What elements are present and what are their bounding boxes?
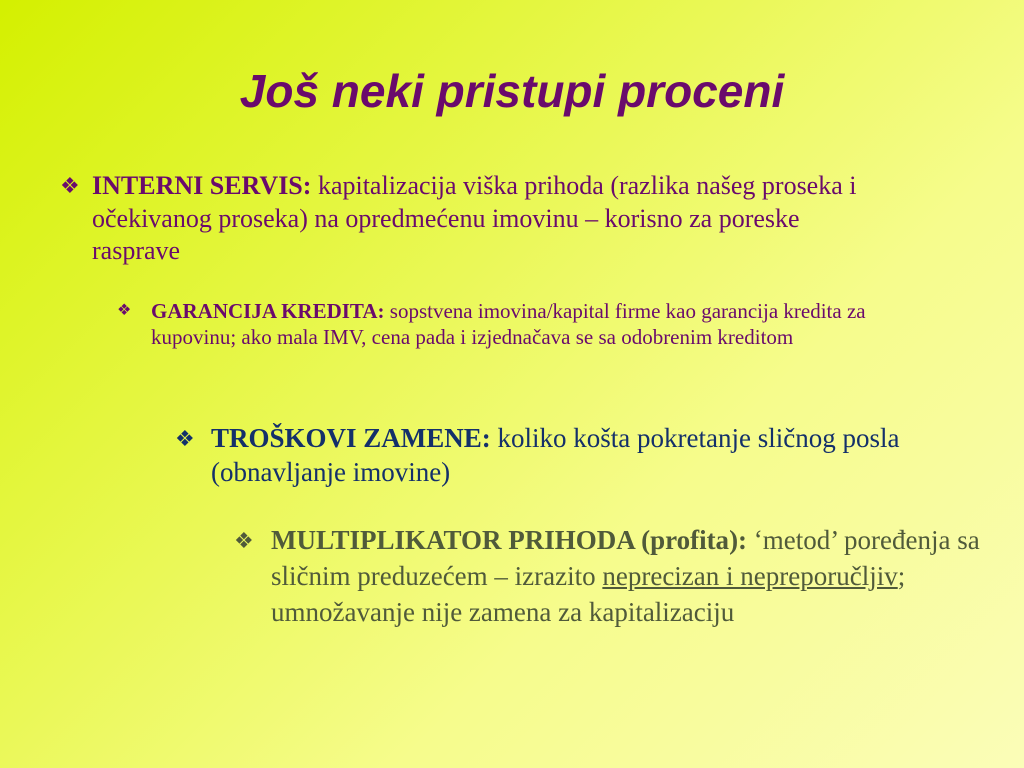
bullet-body: kapitalizacija viška prihoda (razlika našeg proseka i očekivanog proseka) na opredmećenu imovinu – korisno za poreske rasprave xyxy=(92,171,857,265)
diamond-bullet-icon: ❖ xyxy=(117,302,132,319)
bullet-body: sopstvena imovina/kapital firme kao garancija kredita za kupovinu; ako mala IMV, cena pada i izjednačava se sa odobrenim kreditom xyxy=(151,299,866,350)
bullet-body: koliko košta pokretanje sličnog posla (obnavljanje imovine) xyxy=(211,423,900,487)
bullet-text xyxy=(211,422,915,490)
bullet-label: GARANCIJA KREDITA: xyxy=(151,299,385,323)
bullet-multiplikator-prihoda xyxy=(234,523,994,631)
bullet-body-end: ; umnožavanje nije zamena za kapitalizaciju xyxy=(271,560,906,627)
bullet-label: MULTIPLIKATOR PRIHODA ( xyxy=(271,525,651,555)
bullet-label-emphasis: profita xyxy=(650,525,730,555)
bullet-text xyxy=(92,170,880,268)
bullet-label-end: ): xyxy=(729,525,748,555)
bullet-label: TROŠKOVI ZAMENE: xyxy=(211,423,491,453)
bullet-body: ‘metod’ poređenja sa sličnim preduzećem – izrazito xyxy=(271,525,980,591)
bullet-underlined-text: neprecizan i nepreporučljiv xyxy=(602,560,898,591)
bullet-label: INTERNI SERVIS: xyxy=(92,171,312,200)
bullet-text xyxy=(151,298,907,351)
bullet-interni-servis xyxy=(60,170,880,268)
diamond-bullet-icon: ❖ xyxy=(60,173,80,198)
bullet-troskovi-zamene xyxy=(175,422,915,490)
bullet-garancija-kredita xyxy=(117,298,907,351)
bullet-text xyxy=(271,523,994,631)
diamond-bullet-icon: ❖ xyxy=(234,528,254,553)
slide-title: Još neki pristupi proceni xyxy=(239,65,785,117)
diamond-bullet-icon: ❖ xyxy=(175,426,195,451)
